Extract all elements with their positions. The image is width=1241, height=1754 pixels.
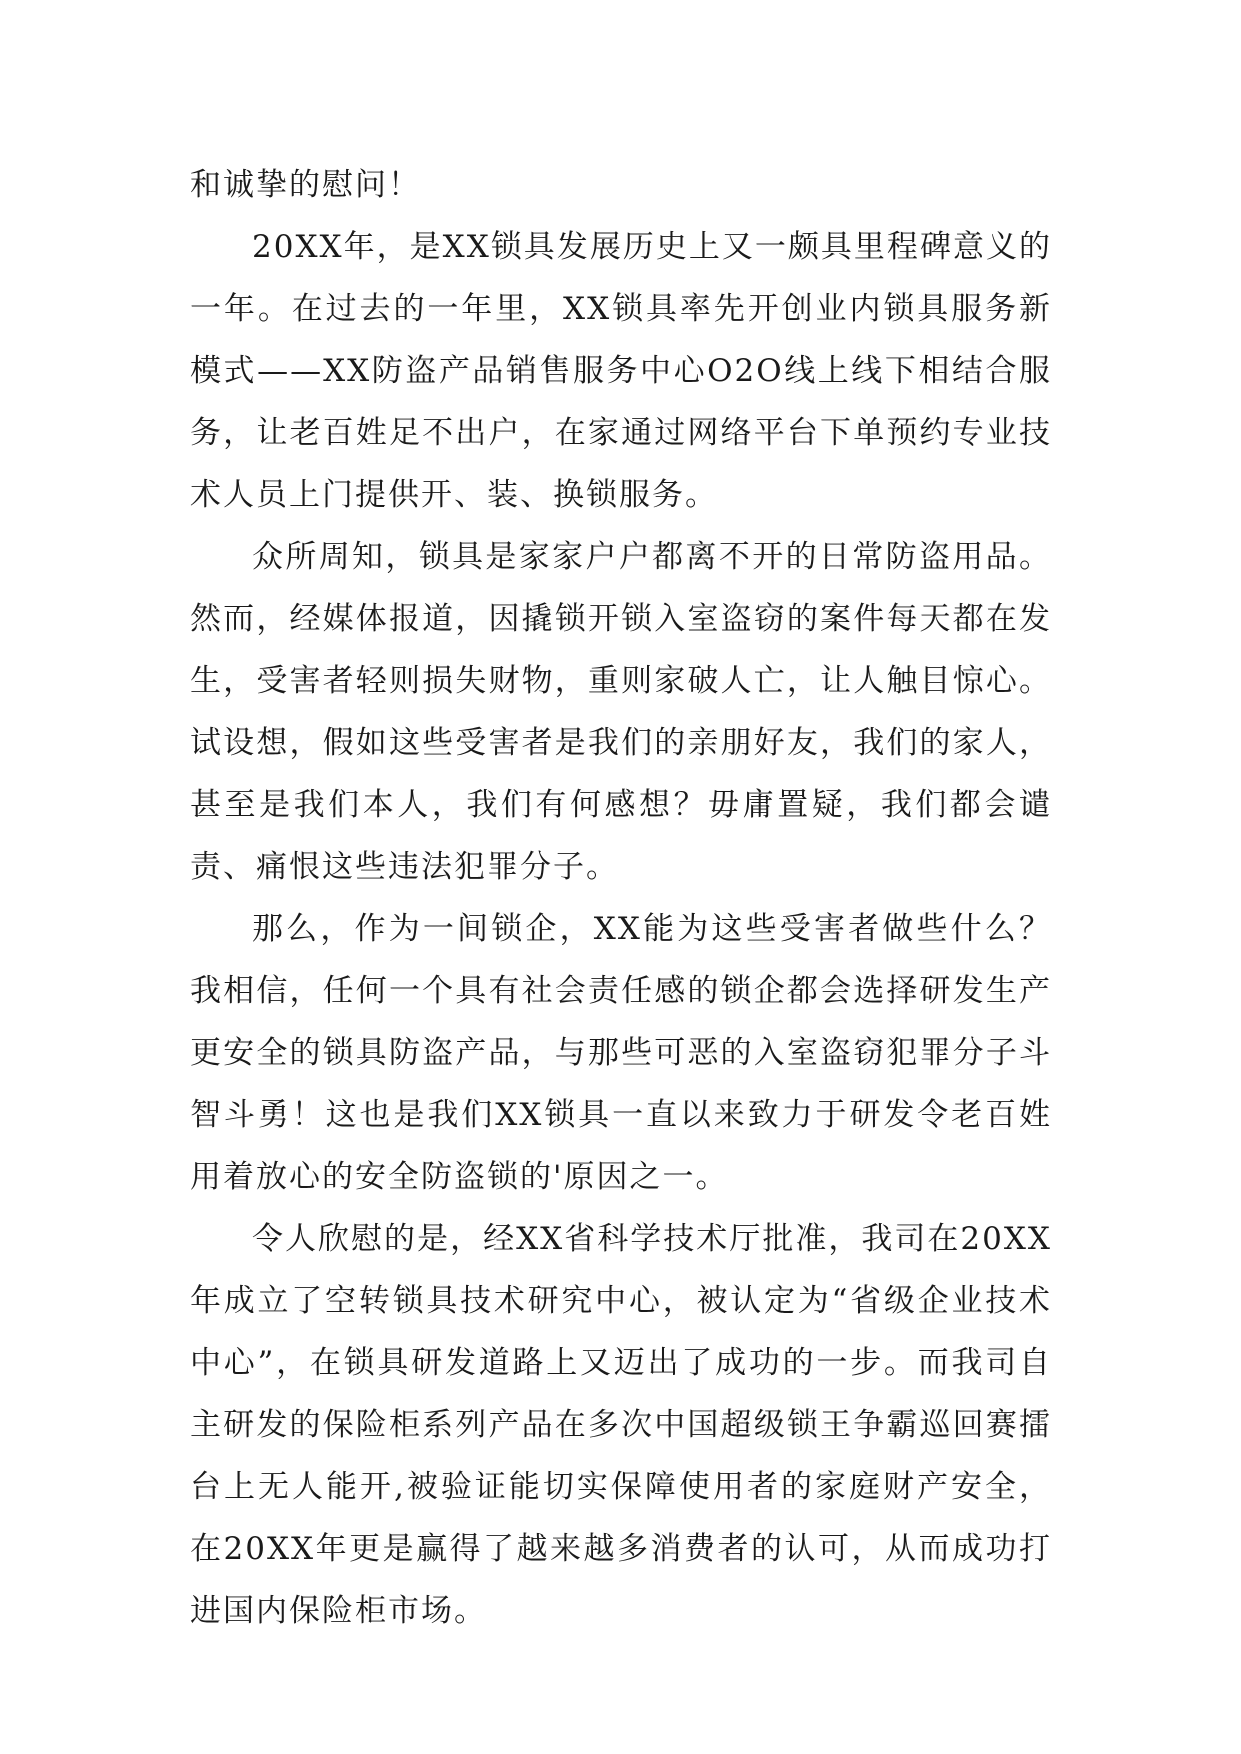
paragraph-4: 那么，作为一间锁企，XX能为这些受害者做些什么？我相信，任何一个具有社会责任感的锁企都会选择研发生产更安全的锁具防盗产品，与那些可恶的入室盗窃犯罪分子斗智斗勇！这也是我们XX锁具一直以来致力于研发令老百姓用着放心的安全防盗锁的'原因之一。: [190, 911, 1052, 1195]
body-text: [190, 154, 1052, 1642]
paragraph-1: 和诚挚的慰问！: [190, 167, 421, 203]
paragraph-5: 令人欣慰的是，经XX省科学技术厅批准，我司在20XX年成立了空转锁具技术研究中心，被认定为“省级企业技术中心”，在锁具研发道路上又迈出了成功的一步。而我司自主研发的保险柜系列产品在多次中国超级锁王争霸巡回赛擂台上无人能开,被验证能切实保障使用者的家庭财产安全，在20XX年更是赢得了越来越多消费者的认可，从而成功打进国内保险柜市场。: [190, 1221, 1052, 1629]
paragraph-2: 20XX年，是XX锁具发展历史上又一颇具里程碑意义的一年。在过去的一年里，XX锁具率先开创业内锁具服务新模式——XX防盗产品销售服务中心O2O线上线下相结合服务，让老百姓足不出户，在家通过网络平台下单预约专业技术人员上门提供开、装、换锁服务。: [190, 229, 1052, 513]
paragraph-3: 众所周知，锁具是家家户户都离不开的日常防盗用品。然而，经媒体报道，因撬锁开锁入室盗窃的案件每天都在发生，受害者轻则损失财物，重则家破人亡，让人触目惊心。试设想，假如这些受害者是我们的亲朋好友，我们的家人，甚至是我们本人，我们有何感想？毋庸置疑，我们都会谴责、痛恨这些违法犯罪分子。: [190, 539, 1052, 885]
